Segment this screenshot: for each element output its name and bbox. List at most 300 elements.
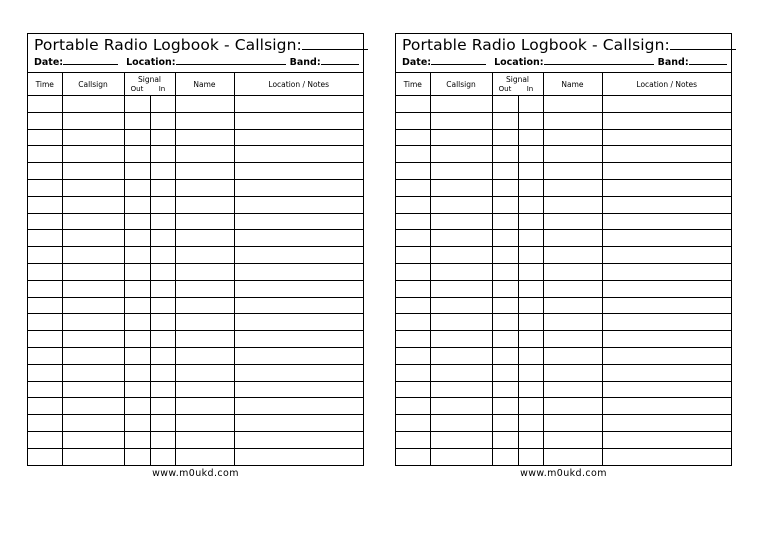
time-cell[interactable] xyxy=(28,196,62,213)
signal-out-cell[interactable] xyxy=(492,314,518,331)
notes-cell[interactable] xyxy=(234,213,363,230)
signal-out-cell[interactable] xyxy=(124,230,150,247)
name-cell[interactable] xyxy=(543,381,602,398)
col-notes: Location / Notes xyxy=(602,73,731,96)
time-cell[interactable] xyxy=(28,112,62,129)
notes-cell[interactable] xyxy=(602,347,731,364)
signal-out-cell[interactable] xyxy=(124,364,150,381)
name-cell[interactable] xyxy=(543,129,602,146)
log-row xyxy=(396,129,731,146)
time-cell[interactable] xyxy=(28,431,62,448)
notes-cell[interactable] xyxy=(602,146,731,163)
callsign-cell[interactable] xyxy=(430,398,492,415)
name-cell[interactable] xyxy=(543,213,602,230)
signal-in-cell[interactable] xyxy=(518,347,543,364)
band-blank[interactable] xyxy=(689,55,727,65)
col-callsign: Callsign xyxy=(62,73,124,96)
band-blank[interactable] xyxy=(321,55,359,65)
name-cell[interactable] xyxy=(543,347,602,364)
time-cell[interactable] xyxy=(396,112,430,129)
location-blank[interactable] xyxy=(176,55,286,65)
time-cell[interactable] xyxy=(28,364,62,381)
time-cell[interactable] xyxy=(28,297,62,314)
time-cell[interactable] xyxy=(396,263,430,280)
time-cell[interactable] xyxy=(396,163,430,180)
name-cell[interactable] xyxy=(175,431,234,448)
signal-in-cell[interactable] xyxy=(518,297,543,314)
notes-cell[interactable] xyxy=(234,163,363,180)
signal-in-cell[interactable] xyxy=(150,263,175,280)
signal-in-cell[interactable] xyxy=(518,415,543,432)
callsign-cell[interactable] xyxy=(62,196,124,213)
signal-in-label: In xyxy=(158,85,166,93)
callsign-cell[interactable] xyxy=(62,431,124,448)
name-cell[interactable] xyxy=(175,213,234,230)
notes-cell[interactable] xyxy=(602,415,731,432)
signal-out-cell[interactable] xyxy=(492,213,518,230)
name-cell[interactable] xyxy=(543,331,602,348)
callsign-cell[interactable] xyxy=(62,263,124,280)
signal-in-cell[interactable] xyxy=(150,331,175,348)
signal-out-cell[interactable] xyxy=(492,163,518,180)
time-cell[interactable] xyxy=(396,431,430,448)
signal-out-cell[interactable] xyxy=(492,230,518,247)
signal-in-cell[interactable] xyxy=(518,213,543,230)
signal-out-cell[interactable] xyxy=(124,163,150,180)
log-row xyxy=(396,96,731,113)
notes-cell[interactable] xyxy=(234,146,363,163)
notes-cell[interactable] xyxy=(602,448,731,464)
time-cell[interactable] xyxy=(28,314,62,331)
time-cell[interactable] xyxy=(396,230,430,247)
time-cell[interactable] xyxy=(396,381,430,398)
log-row xyxy=(28,364,363,381)
callsign-cell[interactable] xyxy=(62,347,124,364)
signal-out-cell[interactable] xyxy=(124,415,150,432)
signal-out-cell[interactable] xyxy=(492,381,518,398)
callsign-cell[interactable] xyxy=(62,314,124,331)
callsign-cell[interactable] xyxy=(430,213,492,230)
name-cell[interactable] xyxy=(175,314,234,331)
signal-out-cell[interactable] xyxy=(492,415,518,432)
signal-in-cell[interactable] xyxy=(150,280,175,297)
name-cell[interactable] xyxy=(543,398,602,415)
name-cell[interactable] xyxy=(175,96,234,113)
name-cell[interactable] xyxy=(175,280,234,297)
notes-cell[interactable] xyxy=(602,112,731,129)
signal-in-cell[interactable] xyxy=(518,431,543,448)
time-cell[interactable] xyxy=(28,347,62,364)
signal-out-cell[interactable] xyxy=(492,280,518,297)
callsign-cell[interactable] xyxy=(430,331,492,348)
signal-out-cell[interactable] xyxy=(124,398,150,415)
date-blank[interactable] xyxy=(63,55,118,65)
signal-out-cell[interactable] xyxy=(124,331,150,348)
signal-in-cell[interactable] xyxy=(150,347,175,364)
location-blank[interactable] xyxy=(544,55,654,65)
callsign-cell[interactable] xyxy=(430,112,492,129)
signal-in-cell[interactable] xyxy=(150,146,175,163)
band-label: Band: xyxy=(289,57,321,68)
time-cell[interactable] xyxy=(28,129,62,146)
callsign-cell[interactable] xyxy=(62,381,124,398)
name-cell[interactable] xyxy=(543,263,602,280)
signal-out-cell[interactable] xyxy=(124,263,150,280)
signal-in-cell[interactable] xyxy=(518,196,543,213)
signal-out-cell[interactable] xyxy=(124,247,150,264)
location-label: Location: xyxy=(494,57,544,68)
name-cell[interactable] xyxy=(543,146,602,163)
name-cell[interactable] xyxy=(543,196,602,213)
callsign-cell[interactable] xyxy=(62,247,124,264)
notes-cell[interactable] xyxy=(602,163,731,180)
name-cell[interactable] xyxy=(175,129,234,146)
callsign-cell[interactable] xyxy=(430,129,492,146)
time-cell[interactable] xyxy=(396,247,430,264)
time-cell[interactable] xyxy=(396,129,430,146)
notes-cell[interactable] xyxy=(602,331,731,348)
signal-out-cell[interactable] xyxy=(124,448,150,464)
time-cell[interactable] xyxy=(28,163,62,180)
signal-out-cell[interactable] xyxy=(492,297,518,314)
callsign-cell[interactable] xyxy=(430,314,492,331)
signal-in-cell[interactable] xyxy=(150,364,175,381)
name-cell[interactable] xyxy=(175,247,234,264)
time-cell[interactable] xyxy=(396,331,430,348)
signal-in-cell[interactable] xyxy=(518,146,543,163)
signal-in-cell[interactable] xyxy=(518,230,543,247)
name-cell[interactable] xyxy=(543,448,602,464)
name-cell[interactable] xyxy=(175,331,234,348)
callsign-cell[interactable] xyxy=(430,247,492,264)
time-cell[interactable] xyxy=(28,230,62,247)
time-cell[interactable] xyxy=(28,146,62,163)
notes-cell[interactable] xyxy=(602,314,731,331)
notes-cell[interactable] xyxy=(234,448,363,464)
callsign-cell[interactable] xyxy=(430,381,492,398)
notes-cell[interactable] xyxy=(234,347,363,364)
notes-cell[interactable] xyxy=(602,230,731,247)
time-cell[interactable] xyxy=(396,280,430,297)
notes-cell[interactable] xyxy=(602,196,731,213)
callsign-cell[interactable] xyxy=(430,297,492,314)
time-cell[interactable] xyxy=(28,448,62,464)
signal-out-cell[interactable] xyxy=(124,381,150,398)
time-cell[interactable] xyxy=(28,331,62,348)
notes-cell[interactable] xyxy=(234,431,363,448)
signal-out-cell[interactable] xyxy=(124,179,150,196)
log-row xyxy=(396,213,731,230)
callsign-cell[interactable] xyxy=(62,448,124,464)
callsign-cell[interactable] xyxy=(430,347,492,364)
signal-in-cell[interactable] xyxy=(150,448,175,464)
signal-in-cell[interactable] xyxy=(150,179,175,196)
signal-out-cell[interactable] xyxy=(124,347,150,364)
signal-out-cell[interactable] xyxy=(124,196,150,213)
log-row xyxy=(28,431,363,448)
signal-in-cell[interactable] xyxy=(150,415,175,432)
callsign-cell[interactable] xyxy=(430,163,492,180)
notes-cell[interactable] xyxy=(234,381,363,398)
time-cell[interactable] xyxy=(396,179,430,196)
time-cell[interactable] xyxy=(28,415,62,432)
time-cell[interactable] xyxy=(28,247,62,264)
log-row xyxy=(396,398,731,415)
callsign-cell[interactable] xyxy=(62,230,124,247)
notes-cell[interactable] xyxy=(602,179,731,196)
callsign-cell[interactable] xyxy=(430,263,492,280)
callsign-cell[interactable] xyxy=(430,179,492,196)
name-cell[interactable] xyxy=(175,263,234,280)
signal-in-cell[interactable] xyxy=(150,398,175,415)
log-row xyxy=(396,415,731,432)
name-cell[interactable] xyxy=(175,146,234,163)
name-cell[interactable] xyxy=(543,230,602,247)
notes-cell[interactable] xyxy=(602,280,731,297)
name-cell[interactable] xyxy=(543,112,602,129)
signal-out-cell[interactable] xyxy=(492,96,518,113)
notes-cell[interactable] xyxy=(602,381,731,398)
notes-cell[interactable] xyxy=(602,129,731,146)
signal-in-cell[interactable] xyxy=(150,431,175,448)
callsign-cell[interactable] xyxy=(430,230,492,247)
signal-in-cell[interactable] xyxy=(518,96,543,113)
time-cell[interactable] xyxy=(28,280,62,297)
name-cell[interactable] xyxy=(175,448,234,464)
callsign-blank[interactable] xyxy=(302,37,368,50)
time-cell[interactable] xyxy=(396,146,430,163)
callsign-cell[interactable] xyxy=(62,213,124,230)
callsign-cell[interactable] xyxy=(430,448,492,464)
signal-in-cell[interactable] xyxy=(518,364,543,381)
name-cell[interactable] xyxy=(175,163,234,180)
notes-cell[interactable] xyxy=(234,247,363,264)
name-cell[interactable] xyxy=(543,96,602,113)
signal-in-cell[interactable] xyxy=(518,398,543,415)
signal-in-cell[interactable] xyxy=(150,196,175,213)
signal-out-cell[interactable] xyxy=(492,431,518,448)
signal-in-cell[interactable] xyxy=(150,112,175,129)
time-cell[interactable] xyxy=(396,415,430,432)
signal-in-cell[interactable] xyxy=(150,213,175,230)
name-cell[interactable] xyxy=(175,179,234,196)
signal-out-cell[interactable] xyxy=(124,431,150,448)
signal-in-cell[interactable] xyxy=(518,129,543,146)
callsign-cell[interactable] xyxy=(62,129,124,146)
name-cell[interactable] xyxy=(175,196,234,213)
signal-in-cell[interactable] xyxy=(150,129,175,146)
signal-out-cell[interactable] xyxy=(492,146,518,163)
name-cell[interactable] xyxy=(175,112,234,129)
signal-out-cell[interactable] xyxy=(124,112,150,129)
notes-cell[interactable] xyxy=(234,314,363,331)
signal-out-cell[interactable] xyxy=(492,331,518,348)
callsign-cell[interactable] xyxy=(62,146,124,163)
callsign-cell[interactable] xyxy=(430,196,492,213)
name-cell[interactable] xyxy=(175,398,234,415)
signal-out-cell[interactable] xyxy=(492,398,518,415)
title-text: Portable Radio Logbook - Callsign: xyxy=(402,36,670,54)
signal-out-cell[interactable] xyxy=(492,196,518,213)
signal-in-cell[interactable] xyxy=(150,230,175,247)
signal-in-cell[interactable] xyxy=(150,163,175,180)
signal-out-cell[interactable] xyxy=(492,129,518,146)
callsign-cell[interactable] xyxy=(430,280,492,297)
callsign-cell[interactable] xyxy=(430,146,492,163)
time-cell[interactable] xyxy=(28,96,62,113)
notes-cell[interactable] xyxy=(234,179,363,196)
notes-cell[interactable] xyxy=(602,213,731,230)
log-row xyxy=(396,381,731,398)
callsign-cell[interactable] xyxy=(430,364,492,381)
callsign-cell[interactable] xyxy=(62,280,124,297)
log-row xyxy=(396,146,731,163)
log-row xyxy=(396,314,731,331)
notes-cell[interactable] xyxy=(234,415,363,432)
time-cell[interactable] xyxy=(396,448,430,464)
notes-cell[interactable] xyxy=(234,196,363,213)
notes-cell[interactable] xyxy=(234,398,363,415)
signal-in-cell[interactable] xyxy=(518,448,543,464)
signal-out-cell[interactable] xyxy=(124,129,150,146)
log-row xyxy=(28,415,363,432)
signal-out-cell[interactable] xyxy=(124,314,150,331)
name-cell[interactable] xyxy=(175,381,234,398)
log-row xyxy=(396,263,731,280)
signal-out-cell[interactable] xyxy=(124,280,150,297)
time-cell[interactable] xyxy=(396,364,430,381)
signal-out-cell[interactable] xyxy=(124,213,150,230)
time-cell[interactable] xyxy=(396,398,430,415)
callsign-cell[interactable] xyxy=(62,163,124,180)
notes-cell[interactable] xyxy=(602,398,731,415)
time-cell[interactable] xyxy=(396,347,430,364)
logbook-frame xyxy=(27,33,364,466)
notes-cell[interactable] xyxy=(234,129,363,146)
signal-in-cell[interactable] xyxy=(518,112,543,129)
notes-cell[interactable] xyxy=(234,280,363,297)
notes-cell[interactable] xyxy=(234,96,363,113)
log-table xyxy=(396,73,731,465)
log-row xyxy=(28,230,363,247)
signal-in-cell[interactable] xyxy=(150,247,175,264)
notes-cell[interactable] xyxy=(602,263,731,280)
time-cell[interactable] xyxy=(28,381,62,398)
notes-cell[interactable] xyxy=(234,230,363,247)
signal-in-cell[interactable] xyxy=(518,280,543,297)
log-table-head xyxy=(28,73,363,96)
signal-out-cell[interactable] xyxy=(492,112,518,129)
signal-out-cell[interactable] xyxy=(492,179,518,196)
notes-cell[interactable] xyxy=(602,297,731,314)
name-cell[interactable] xyxy=(543,179,602,196)
signal-in-cell[interactable] xyxy=(518,163,543,180)
name-cell[interactable] xyxy=(175,415,234,432)
callsign-cell[interactable] xyxy=(62,112,124,129)
notes-cell[interactable] xyxy=(234,364,363,381)
name-cell[interactable] xyxy=(175,230,234,247)
log-row xyxy=(28,347,363,364)
log-row xyxy=(28,213,363,230)
callsign-cell[interactable] xyxy=(430,96,492,113)
time-cell[interactable] xyxy=(28,213,62,230)
signal-in-cell[interactable] xyxy=(150,381,175,398)
name-cell[interactable] xyxy=(543,280,602,297)
time-cell[interactable] xyxy=(28,179,62,196)
callsign-cell[interactable] xyxy=(62,297,124,314)
notes-cell[interactable] xyxy=(602,96,731,113)
time-cell[interactable] xyxy=(396,96,430,113)
signal-in-cell[interactable] xyxy=(518,247,543,264)
signal-out-cell[interactable] xyxy=(492,247,518,264)
name-cell[interactable] xyxy=(175,297,234,314)
callsign-cell[interactable] xyxy=(62,364,124,381)
notes-cell[interactable] xyxy=(602,247,731,264)
name-cell[interactable] xyxy=(543,314,602,331)
signal-out-cell[interactable] xyxy=(492,263,518,280)
name-cell[interactable] xyxy=(543,163,602,180)
time-cell[interactable] xyxy=(28,263,62,280)
time-cell[interactable] xyxy=(396,196,430,213)
signal-in-cell[interactable] xyxy=(150,297,175,314)
notes-cell[interactable] xyxy=(234,331,363,348)
name-cell[interactable] xyxy=(175,347,234,364)
signal-out-cell[interactable] xyxy=(492,448,518,464)
signal-out-cell[interactable] xyxy=(124,96,150,113)
signal-in-cell[interactable] xyxy=(518,331,543,348)
callsign-cell[interactable] xyxy=(62,96,124,113)
time-cell[interactable] xyxy=(396,213,430,230)
callsign-cell[interactable] xyxy=(430,431,492,448)
callsign-cell[interactable] xyxy=(62,398,124,415)
callsign-cell[interactable] xyxy=(430,415,492,432)
callsign-blank[interactable] xyxy=(670,37,736,50)
notes-cell[interactable] xyxy=(234,263,363,280)
callsign-cell[interactable] xyxy=(62,331,124,348)
time-cell[interactable] xyxy=(28,398,62,415)
log-row xyxy=(396,163,731,180)
signal-in-cell[interactable] xyxy=(150,96,175,113)
signal-out-cell[interactable] xyxy=(492,364,518,381)
callsign-cell[interactable] xyxy=(62,415,124,432)
time-cell[interactable] xyxy=(396,297,430,314)
notes-cell[interactable] xyxy=(234,112,363,129)
notes-cell[interactable] xyxy=(234,297,363,314)
signal-out-cell[interactable] xyxy=(492,347,518,364)
notes-cell[interactable] xyxy=(602,364,731,381)
name-cell[interactable] xyxy=(543,431,602,448)
signal-in-cell[interactable] xyxy=(518,314,543,331)
notes-cell[interactable] xyxy=(602,431,731,448)
logbook-title xyxy=(34,36,368,54)
time-cell[interactable] xyxy=(396,314,430,331)
name-cell[interactable] xyxy=(175,364,234,381)
signal-in-cell[interactable] xyxy=(518,263,543,280)
title-text: Portable Radio Logbook - Callsign: xyxy=(34,36,302,54)
name-cell[interactable] xyxy=(543,415,602,432)
signal-in-cell[interactable] xyxy=(518,179,543,196)
name-cell[interactable] xyxy=(543,364,602,381)
name-cell[interactable] xyxy=(543,247,602,264)
signal-in-cell[interactable] xyxy=(518,381,543,398)
signal-in-cell[interactable] xyxy=(150,314,175,331)
callsign-cell[interactable] xyxy=(62,179,124,196)
name-cell[interactable] xyxy=(543,297,602,314)
date-blank[interactable] xyxy=(431,55,486,65)
log-row xyxy=(396,431,731,448)
signal-out-cell[interactable] xyxy=(124,146,150,163)
signal-out-cell[interactable] xyxy=(124,297,150,314)
